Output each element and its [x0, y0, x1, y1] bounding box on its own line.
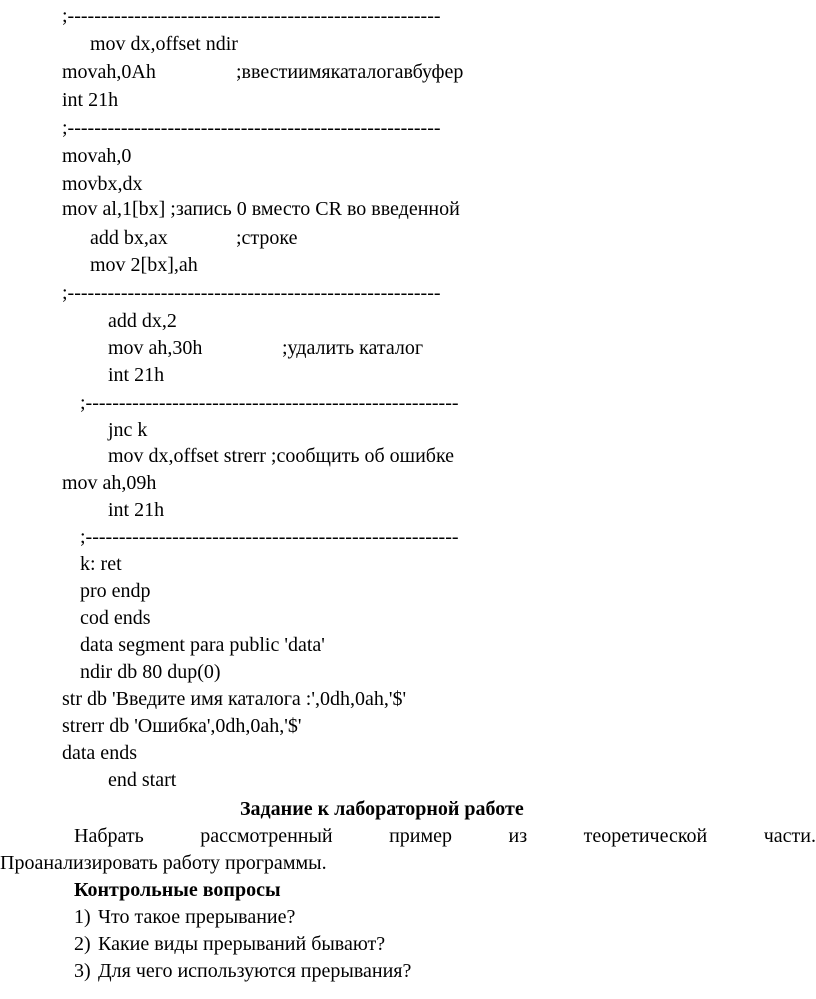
- code-line: ;--------------------------------------------------------: [62, 5, 441, 27]
- code-comment: ;строке: [236, 227, 298, 249]
- question-number: 1): [74, 906, 91, 928]
- task-word: пример: [389, 825, 453, 847]
- task-paragraph-line1: [74, 824, 816, 848]
- code-line: data segment para public 'data': [80, 634, 325, 656]
- code-line: cod ends: [80, 607, 151, 629]
- code-line: add bx,ax: [90, 227, 168, 249]
- code-line: add dx,2: [108, 310, 177, 332]
- code-line: movah,0Ah: [62, 61, 156, 83]
- question-text: Какие виды прерываний бывают?: [98, 933, 386, 955]
- code-line: end start: [108, 769, 177, 791]
- code-line: int 21h: [108, 499, 165, 521]
- code-line: mov al,1[bx] ;запись 0 вместо CR во введенной: [62, 198, 460, 220]
- task-word: Набрать: [74, 825, 144, 847]
- code-comment: ;ввестиимякаталогавбуфер: [236, 61, 464, 83]
- code-line: mov dx,offset strerr ;сообщить об ошибке: [108, 445, 455, 467]
- question-text: Что такое прерывание?: [98, 906, 296, 928]
- task-word: теоретической: [583, 825, 708, 847]
- code-line: ;--------------------------------------------------------: [80, 392, 459, 414]
- code-line: movbx,dx: [62, 173, 143, 195]
- code-line: strerr db 'Ошибка',0dh,0ah,'$': [62, 715, 302, 737]
- task-paragraph-line2: Проанализировать работу программы.: [0, 852, 327, 874]
- code-line: movah,0: [62, 145, 132, 167]
- code-line: int 21h: [62, 89, 119, 111]
- code-line: data ends: [62, 742, 137, 764]
- task-heading: Задание к лабораторной работе: [240, 798, 524, 820]
- code-line: mov ah,30h: [108, 337, 203, 359]
- code-line: pro endp: [80, 580, 151, 602]
- code-line: ;--------------------------------------------------------: [62, 117, 441, 139]
- code-line: ;--------------------------------------------------------: [80, 526, 459, 548]
- code-line: int 21h: [108, 364, 165, 386]
- code-line: ;--------------------------------------------------------: [62, 282, 441, 304]
- code-comment: ;удалить каталог: [282, 337, 424, 359]
- code-line: mov dx,offset ndir: [90, 33, 238, 55]
- code-line: k: ret: [80, 553, 122, 575]
- code-line: str db 'Введите имя каталога :',0dh,0ah,'$': [62, 688, 407, 710]
- task-word: рассмотренный: [200, 825, 333, 847]
- question-text: Для чего используются прерывания?: [98, 960, 412, 982]
- code-line: jnc k: [108, 419, 148, 441]
- code-line: ndir db 80 dup(0): [80, 661, 221, 683]
- question-number: 2): [74, 933, 91, 955]
- questions-heading: Контрольные вопросы: [74, 879, 281, 901]
- code-line: mov 2[bx],ah: [90, 254, 198, 276]
- task-word: из: [508, 825, 528, 847]
- task-word: части.: [763, 825, 816, 847]
- question-number: 3): [74, 960, 91, 982]
- code-line: mov ah,09h: [62, 472, 157, 494]
